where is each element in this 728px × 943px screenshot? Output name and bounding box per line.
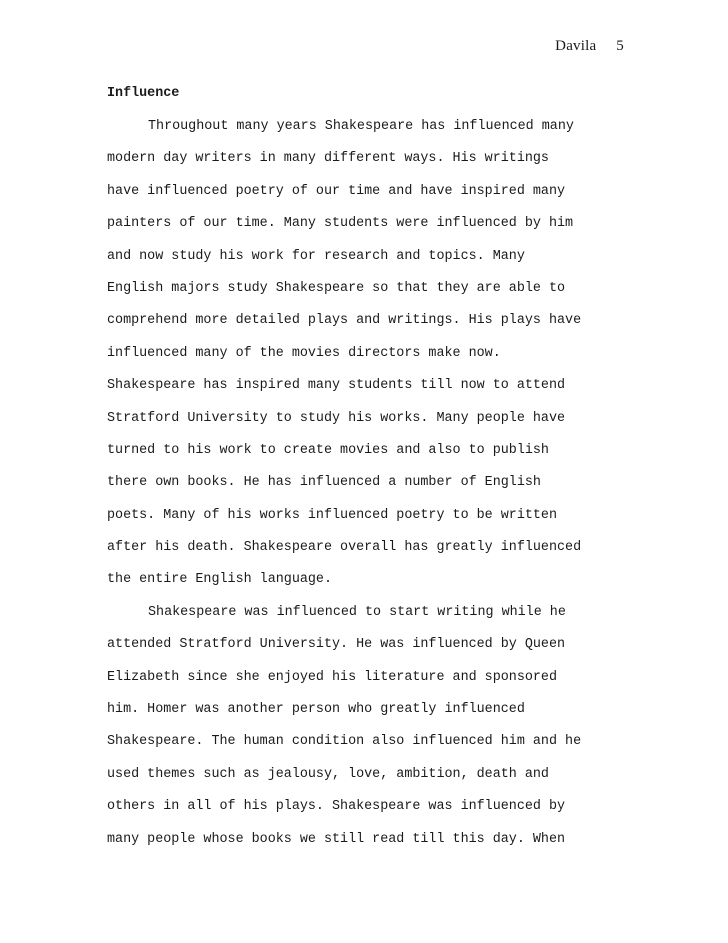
paragraph-1-line: Stratford University to study his works. Many people have (107, 410, 566, 426)
paragraph-1-line: there own books. He has influenced a number of English (107, 475, 541, 491)
paragraph-2-line: Elizabeth since she enjoyed his literature and sponsored (107, 669, 557, 685)
paragraph-1-line: poets. Many of his works influenced poetry to be written (107, 507, 557, 523)
document-body (107, 118, 707, 863)
page-number: 5 (616, 38, 624, 54)
paragraph-2-line: Shakespeare. The human condition also influenced him and he (107, 734, 582, 750)
paragraph-2-line: many people whose books we still read till this day. When (107, 831, 566, 847)
running-header (555, 38, 624, 55)
paragraph-1-line: influenced many of the movies directors make now. (107, 345, 501, 361)
header-author: Davila (555, 38, 597, 54)
paragraph-1-line: Throughout many years Shakespeare has influenced many (148, 119, 574, 134)
paragraph-2-line: attended Stratford University. He was influenced by Queen (107, 637, 566, 653)
paragraph-1-line: painters of our time. Many students were influenced by him (107, 216, 574, 232)
paragraph-1-line: modern day writers in many different ways. His writings (107, 151, 549, 167)
paragraph-1-line: the entire English language. (107, 572, 332, 588)
section-heading: Influence (107, 86, 180, 101)
paragraph-2-line: used themes such as jealousy, love, ambition, death and (107, 766, 549, 782)
paragraph-2-line: him. Homer was another person who greatly influenced (107, 702, 525, 718)
paragraph-1-line: have influenced poetry of our time and have inspired many (107, 183, 566, 199)
paragraph-1-line: turned to his work to create movies and also to publish (107, 442, 549, 458)
paragraph-1-line: English majors study Shakespeare so that they are able to (107, 280, 566, 296)
paragraph-1-line: after his death. Shakespeare overall has greatly influenced (107, 540, 582, 556)
paragraph-1-line: comprehend more detailed plays and writings. His plays have (107, 313, 582, 329)
paragraph-1-line: and now study his work for research and topics. Many (107, 248, 525, 264)
paragraph-2-line: others in all of his plays. Shakespeare was influenced by (107, 799, 566, 815)
paragraph-2-line: Shakespeare was influenced to start writing while he (148, 604, 566, 620)
paragraph-1-line: Shakespeare has inspired many students till now to attend (107, 378, 566, 394)
